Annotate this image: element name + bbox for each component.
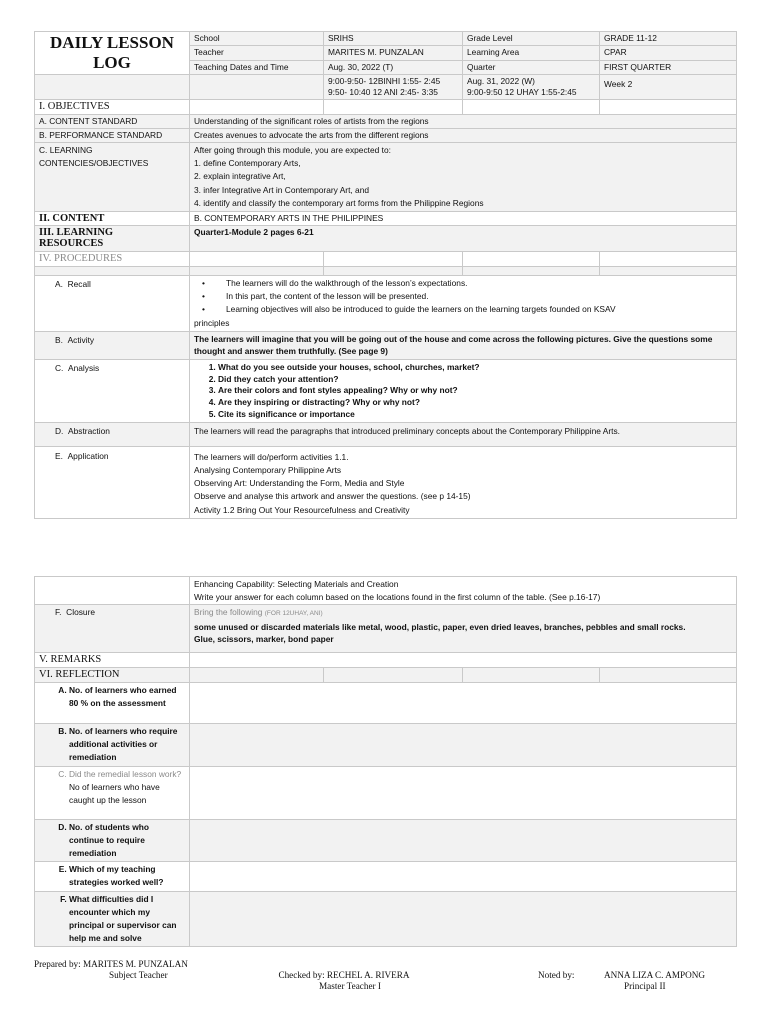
- performance-standard-label: B. PERFORMANCE STANDARD: [35, 129, 190, 143]
- application-label: E. Application: [35, 446, 190, 518]
- time-slot-1: 9:00-9:50- 12BINHI 1:55- 2:45 9:50- 10:40 12 ANI 2:45- 3:35: [324, 75, 463, 100]
- abstraction-label: D. Abstraction: [35, 422, 190, 446]
- application-content: The learners will do/perform activities 1.1. Analysing Contemporary Philippine Arts Observing Art: Understanding the Form, Media and Style Observe and analyse this artwork and answer the questions. (see p 14-15) Activity 1.2 Bring Out Your Resourcefulness and Creativity: [190, 446, 737, 518]
- closure-content: Bring the following (FOR 12UHAY, ANI) some unused or discarded materials like metal, wood, plastic, paper, even dried leaves, branches, pebbles and small rocks. Glue, scissors, marker, bond paper: [190, 605, 737, 653]
- content-standard-value: Understanding of the significant roles of artists from the regions: [190, 115, 737, 129]
- resources-value: Quarter1-Module 2 pages 6-21: [190, 226, 737, 252]
- analysis-list: 1. What do you see outside your houses, school, churches, market? 2. Did they catch your attention? 3. Are their colors and font styles appealing? Why or why not? 4. Are they inspiring or distracting? Why or why not? 5. Cite its significance or importance: [190, 359, 737, 422]
- school-label: School: [190, 32, 324, 46]
- closure-label: F. Closure: [35, 605, 190, 653]
- teacher-label: Teacher: [190, 46, 324, 60]
- teacher-value: MARITES M. PUNZALAN: [324, 46, 463, 60]
- lesson-log-table-1: [34, 31, 737, 519]
- reflection-item-a: A. No. of learners who earned 80 % on the assessment: [35, 683, 190, 724]
- quarter-label: Quarter: [463, 60, 600, 74]
- time-slot-2: Aug. 31, 2022 (W) 9:00-9:50 12 UHAY 1:55-2:45: [463, 75, 600, 100]
- application-continued: Enhancing Capability: Selecting Materials and Creation Write your answer for each column based on the locations found in the first column of the table. (See p.16-17): [190, 577, 737, 605]
- area-label: Learning Area: [463, 46, 600, 60]
- date-1: Aug. 30, 2022 (T): [324, 60, 463, 74]
- grade-label: Grade Level: [463, 32, 600, 46]
- quarter-value: FIRST QUARTER: [600, 60, 737, 74]
- reflection-heading: VI. REFLECTION: [35, 668, 190, 683]
- document-title: DAILY LESSON LOG: [35, 32, 190, 75]
- grade-value: GRADE 11-12: [600, 32, 737, 46]
- resources-heading: III. LEARNING RESOURCES: [35, 226, 190, 252]
- reflection-item-f: F. What difficulties did I encounter which my principal or supervisor can help me and solve: [35, 891, 190, 947]
- content-standard-label: A. CONTENT STANDARD: [35, 115, 190, 129]
- competencies-list: After going through this module, you are expected to: 1. define Contemporary Arts, 2. explain integrative Art, 3. infer Integrative Art in Contemporary Art, and 4. identify and classify the contemporary art forms from the Philippine Regions: [190, 143, 737, 212]
- school-value: SRIHS: [324, 32, 463, 46]
- checked-by: Checked by: RECHEL A. RIVERA Master Teacher I: [278, 970, 410, 991]
- area-value: CPAR: [600, 46, 737, 60]
- reflection-item-b: B. No. of learners who require additional activities or remediation: [35, 724, 190, 767]
- analysis-label: C. Analysis: [35, 359, 190, 422]
- lesson-log-page-1: [34, 31, 736, 519]
- remarks-heading: V. REMARKS: [35, 653, 190, 668]
- reflection-item-e: E. Which of my teaching strategies worked well?: [35, 862, 190, 891]
- performance-standard-value: Creates avenues to advocate the arts from the different regions: [190, 129, 737, 143]
- abstraction-content: The learners will read the paragraphs that introduced preliminary concepts about the Contemporary Philippine Arts.: [190, 422, 737, 446]
- noted-by: ANNA LIZA C. AMPONG Principal II: [604, 970, 706, 991]
- competencies-label: C. LEARNING CONTENCIES/OBJECTIVES: [35, 143, 190, 212]
- content-value: B. CONTEMPORARY ARTS IN THE PHILIPPINES: [190, 212, 737, 226]
- reflection-item-c: C. Did the remedial lesson work? No of learners who have caught up the lesson: [35, 766, 190, 819]
- recall-content: • The learners will do the walkthrough of the lesson’s expectations. • In this part, the content of the lesson will be presented. • Learning objectives will also be introduced to guide the learners on the learning targets founded on KSAV principles: [190, 276, 737, 332]
- recall-label: A. Recall: [35, 276, 190, 332]
- activity-content: The learners will imagine that you will be going out of the house and come across the following pictures. Give the questions some thought and answer them truthfully. (See page 9): [190, 331, 737, 359]
- dates-label: Teaching Dates and Time: [190, 60, 324, 74]
- lesson-log-table-2: [34, 576, 737, 947]
- content-heading: II. CONTENT: [35, 212, 190, 226]
- reflection-item-d: D. No. of students who continue to require remediation: [35, 819, 190, 862]
- activity-label: B. Activity: [35, 331, 190, 359]
- procedures-heading: IV. PROCEDURES: [35, 252, 190, 267]
- noted-by-label: Noted by:: [538, 970, 575, 980]
- lesson-log-page-2: [34, 576, 736, 947]
- objectives-heading: I. OBJECTIVES: [35, 100, 190, 115]
- prepared-by: Prepared by: MARITES M. PUNZALAN Subject Teacher: [34, 959, 188, 980]
- week-value: Week 2: [600, 75, 737, 100]
